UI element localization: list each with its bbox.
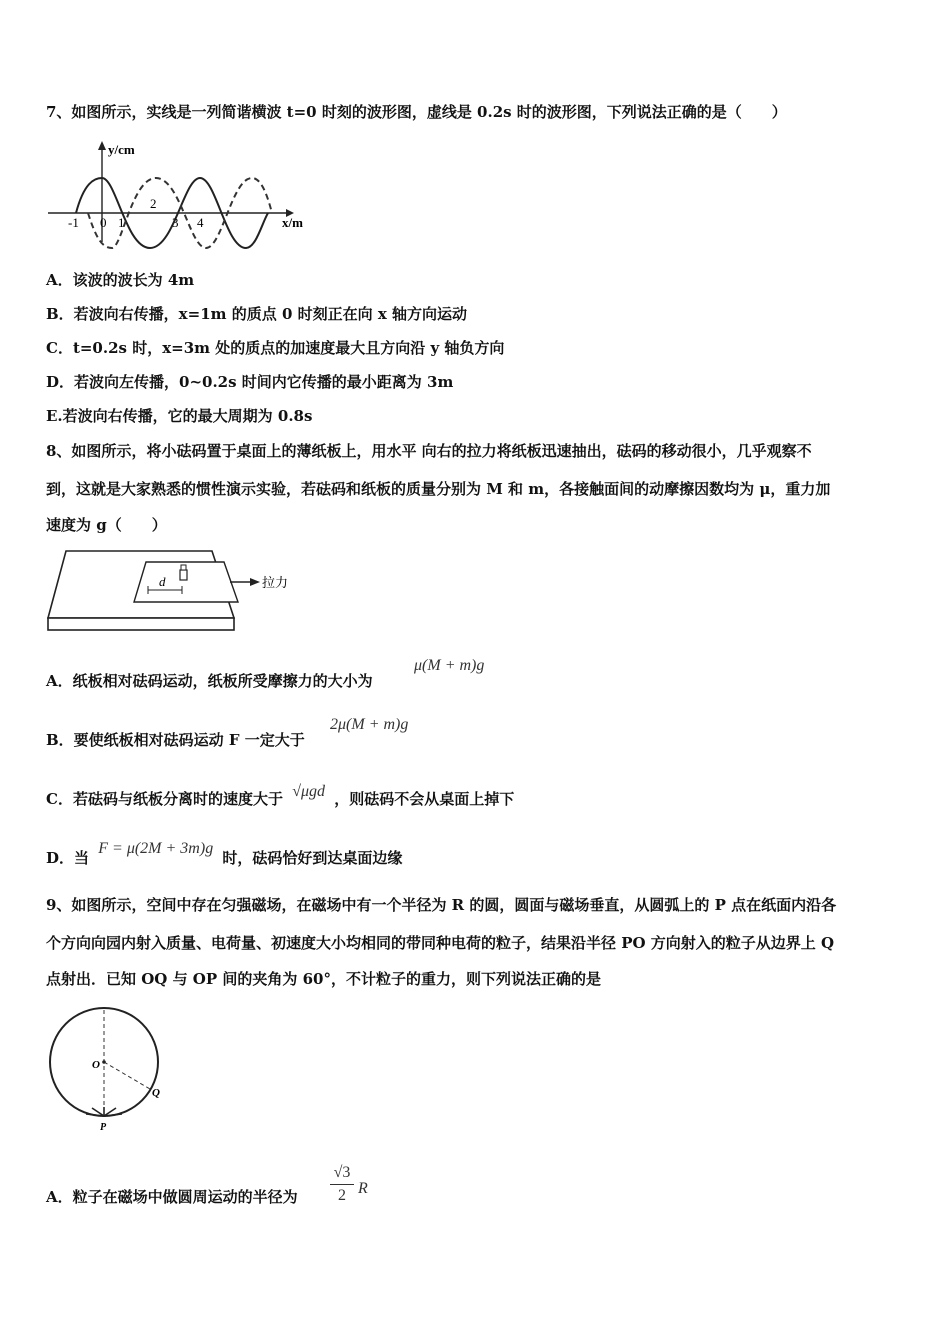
q7-y-axis-label: y/cm bbox=[108, 142, 135, 157]
q9-fraction-denominator: 2 bbox=[338, 1187, 346, 1204]
q9-stem-line-1: 9、如图所示，空间中存在匀强磁场，在磁场中有一个半径为 R 的圆，圆面与磁场垂直，从圆弧上的 P 点在纸面内沿各 bbox=[46, 896, 837, 914]
q8-option-a-formula: μ(M + m)g bbox=[414, 657, 485, 674]
q9-option-a-tail: R bbox=[358, 1180, 368, 1197]
q8-option-a bbox=[46, 671, 373, 691]
q7-option-b: B．若波向右传播，x=1m 的质点 0 时刻正在向 x 轴方向运动 bbox=[46, 305, 467, 323]
q9-p-label: P bbox=[100, 1122, 107, 1133]
q8-stem-line-2: 到，这就是大家熟悉的惯性演示实验，若砝码和纸板的质量分别为 M 和 m，各接触面间的动摩擦因数均为 μ，重力加 bbox=[46, 480, 831, 498]
q7-option-d: D．若波向左传播，0~0.2s 时间内它传播的最小距离为 3m bbox=[46, 373, 454, 391]
q8-option-d-after: 时，砝码恰好到达桌面边缘 bbox=[222, 849, 403, 867]
q8-option-d bbox=[46, 840, 403, 869]
q9-fraction-numerator: √3 bbox=[330, 1162, 354, 1185]
q7-tick-3: 3 bbox=[172, 215, 179, 230]
q8-option-c-formula: √μgd bbox=[292, 783, 325, 800]
q9-option-a-fraction bbox=[330, 1162, 354, 1207]
q8-option-b-formula: 2μ(M + m)g bbox=[330, 716, 409, 733]
q8-board-figure bbox=[46, 546, 316, 636]
q9-option-a-text: A．粒子在磁场中做圆周运动的半径为 bbox=[46, 1188, 298, 1206]
q8-option-b bbox=[46, 730, 305, 750]
q7-tick-neg1: -1 bbox=[68, 215, 79, 230]
q7-tick-2: 2 bbox=[150, 196, 157, 211]
q7-x-axis-label: x/m bbox=[282, 215, 303, 230]
q8-option-d-formula: F = μ(2M + 3m)g bbox=[98, 840, 214, 857]
q7-wave-figure bbox=[46, 138, 316, 248]
q8-option-c-after: ，则砝码不会从桌面上掉下 bbox=[334, 790, 515, 808]
q7-option-a: A．该波的波长为 4m bbox=[46, 271, 195, 289]
q8-option-a-text: A．纸板相对砝码运动，纸板所受摩擦力的大小为 bbox=[46, 672, 373, 690]
q8-option-b-text: B．要使纸板相对砝码运动 F 一定大于 bbox=[46, 731, 305, 749]
q8-option-c bbox=[46, 783, 515, 810]
q9-stem-line-2: 个方向向园内射入质量、电荷量、初速度大小均相同的带同种电荷的粒子，结果沿半径 PO 方向射入的粒子从边界上 Q bbox=[46, 934, 835, 952]
q8-option-c-text: C．若砝码与纸板分离时的速度大于 bbox=[46, 790, 283, 808]
q9-center-label: O bbox=[92, 1059, 100, 1071]
q7-tick-4: 4 bbox=[197, 215, 204, 230]
q7-option-e: E.若波向右传播，它的最大周期为 0.8s bbox=[46, 407, 313, 425]
q9-q-label: Q bbox=[152, 1087, 160, 1099]
q8-force-label: 拉力 bbox=[262, 575, 289, 590]
q9-stem-line-3: 点射出．已知 OQ 与 OP 间的夹角为 60°，不计粒子的重力，则下列说法正确的是 bbox=[46, 970, 601, 988]
q8-distance-label: d bbox=[159, 574, 166, 589]
q7-option-c: C．t=0.2s 时，x=3m 处的质点的加速度最大且方向沿 y 轴负方向 bbox=[46, 339, 505, 357]
q8-stem-line-3: 速度为 g（ ） bbox=[46, 516, 167, 534]
q8-option-d-text: D．当 bbox=[46, 849, 90, 867]
q9-circle-figure bbox=[46, 1010, 176, 1140]
q7-tick-1: 1 bbox=[118, 215, 125, 230]
q8-stem-line-1: 8、如图所示，将小砝码置于桌面上的薄纸板上，用水平 向右的拉力将纸板迅速抽出，砝码的移动很小，几乎观察不 bbox=[46, 442, 812, 460]
q7-tick-0: 0 bbox=[100, 215, 107, 230]
q9-option-a bbox=[46, 1187, 298, 1207]
q7-stem: 7、如图所示，实线是一列简谐横波 t=0 时刻的波形图，虚线是 0.2s 时的波形图，下列说法正确的是（ ） bbox=[46, 103, 787, 121]
